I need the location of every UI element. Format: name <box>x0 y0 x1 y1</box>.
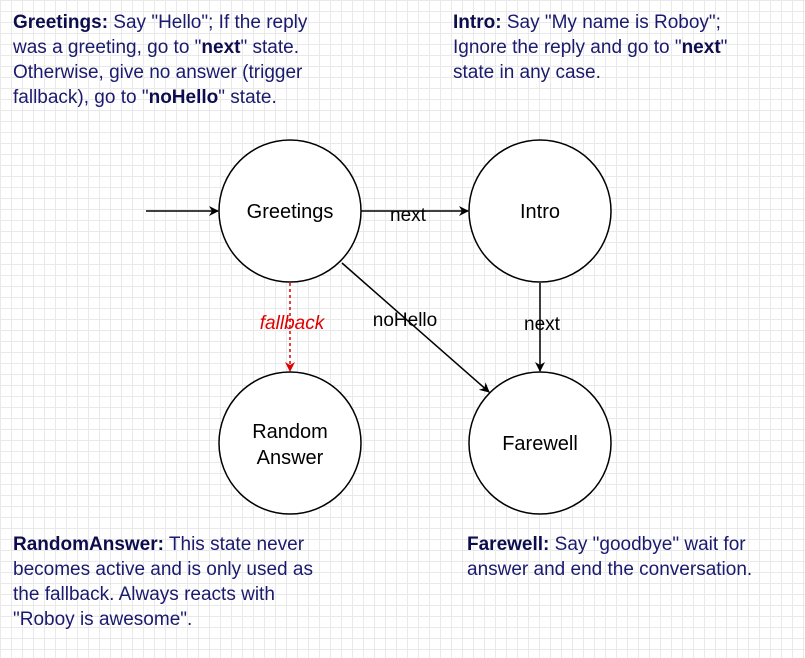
note-greetings-heading: Greetings: <box>13 12 109 33</box>
note-farewell: Farewell: Say "goodbye" wait for answer and end the conversation. <box>467 534 753 580</box>
note-random-answer: RandomAnswer: This state never becomes active and is only used as the fallback. Always reacts with "Roboy is awesome". <box>13 534 313 630</box>
edge-label-greetings-intro: next <box>390 205 426 226</box>
edge-label-intro-farewell: next <box>524 314 560 335</box>
edge-label-fallback: fallback <box>259 313 325 334</box>
state-farewell-label: Farewell <box>502 433 578 455</box>
note-greetings: Greetings: Say "Hello"; If the reply was a greeting, go to "next" state. Otherwise, give no answer (trigger fallback), go to "noHello" state. <box>13 12 308 108</box>
edge-label-greetings-farewell: noHello <box>372 310 438 331</box>
state-intro-label: Intro <box>519 201 561 223</box>
note-intro-heading: Intro: <box>453 12 502 33</box>
state-random-answer-label-line2: Answer <box>256 447 324 469</box>
state-random-answer <box>219 372 361 514</box>
note-random-answer-heading: RandomAnswer: <box>13 534 164 555</box>
note-intro: Intro: Say "My name is Roboy"; Ignore the reply and go to "next" state in any case. <box>453 12 728 83</box>
note-farewell-heading: Farewell: <box>467 534 550 555</box>
state-random-answer-label-line1: Random <box>252 421 328 443</box>
state-greetings-label: Greetings <box>246 201 334 223</box>
